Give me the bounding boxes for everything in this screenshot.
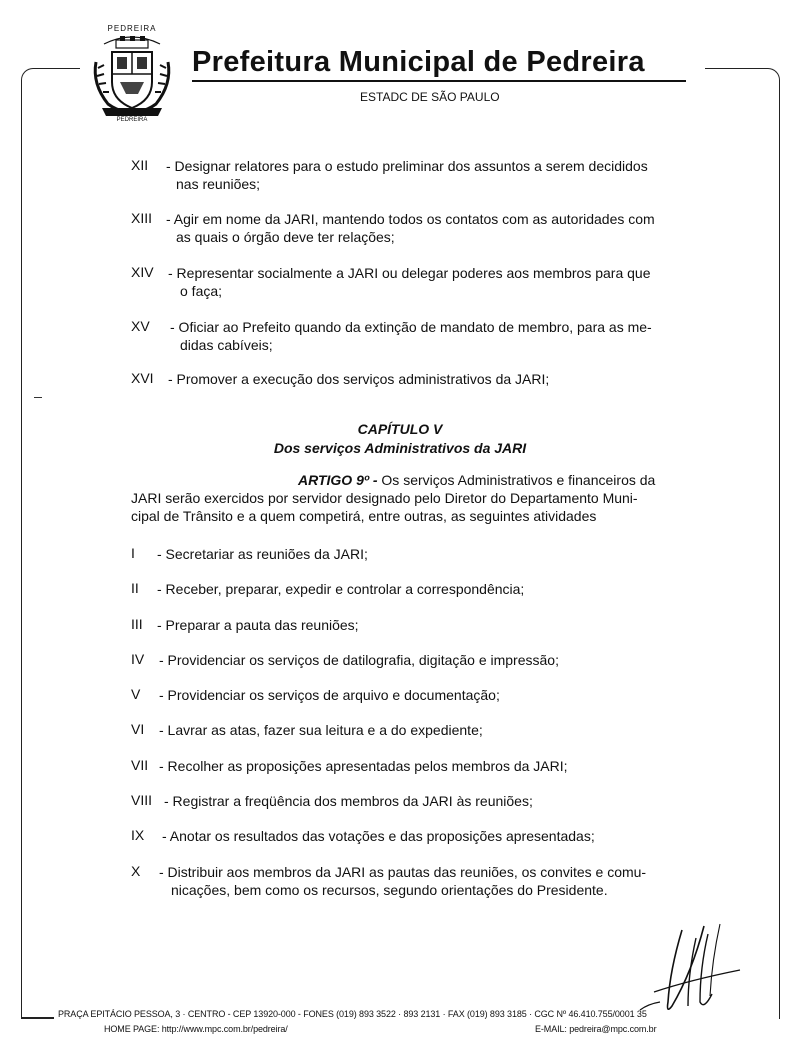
footer-address: PRAÇA EPITÁCIO PESSOA, 3 · CENTRO - CEP 13920-000 - FONES (019) 893 3522 · 893 2131 · FAX (019) 893 3185 · CGC Nº 46.410.755/0001 35 (58, 1009, 647, 1019)
item-number: IV (131, 651, 145, 667)
article-paragraph (131, 471, 711, 525)
list-item: - Secretariar as reuniões da JARI; (157, 546, 368, 562)
footer-rule (22, 1017, 54, 1019)
article-line (131, 471, 711, 489)
item-number: XIII (131, 210, 153, 226)
list-item: - Providenciar os serviços de datilografia, digitação e impressão; (159, 652, 559, 668)
list-item (166, 210, 655, 246)
chapter-subtitle: Dos serviços Administrativos da JARI (273, 440, 527, 456)
item-line: o faça; (180, 283, 223, 299)
article-line: JARI serão exercidos por servidor designado pelo Diretor do Departamento Muni- (131, 490, 638, 506)
state-subtitle: ESTADC DE SÃO PAULO (360, 90, 500, 104)
list-item (166, 157, 648, 193)
coat-of-arms-logo (86, 22, 178, 132)
item-number: XII (131, 157, 149, 173)
item-number: VI (131, 721, 145, 737)
list-item: - Receber, preparar, expedir e controlar a correspondência; (157, 581, 525, 597)
item-line: nicações, bem como os recursos, segundo orientações do Presidente. (171, 882, 608, 898)
item-line: - Promover a execução dos serviços administrativos da JARI; (168, 371, 550, 387)
item-line: - Designar relatores para o estudo preliminar dos assuntos a serem decididos (166, 158, 648, 174)
list-item: - Providenciar os serviços de arquivo e documentação; (159, 687, 500, 703)
item-number: V (131, 686, 141, 702)
crest-bottom-text: PEDREIRA (116, 117, 148, 123)
list-item (170, 318, 652, 354)
title-underline (192, 80, 686, 82)
item-number: XIV (131, 264, 154, 280)
item-line: - Distribuir aos membros da JARI as pautas das reuniões, os convites e comu- (159, 864, 647, 880)
municipality-title: Prefeitura Municipal de Pedreira (192, 46, 645, 78)
list-item: - Recolher as proposições apresentadas pelos membros da JARI; (159, 758, 568, 774)
item-line: - Agir em nome da JARI, mantendo todos os contatos com as autoridades com (166, 211, 655, 227)
list-item (159, 863, 646, 899)
footer-email: E-MAIL: pedreira@mpc.com.br (535, 1024, 657, 1034)
item-line: - Oficiar ao Prefeito quando da extinção de mandato de membro, para as me- (170, 319, 652, 335)
list-item: - Lavrar as atas, fazer sua leitura e a do expediente; (159, 722, 483, 738)
item-number: II (131, 580, 139, 596)
item-number: X (131, 863, 141, 879)
list-item: - Anotar os resultados das votações e das proposições apresentadas; (162, 828, 595, 844)
item-number: VIII (131, 792, 153, 808)
margin-mark (34, 397, 42, 398)
item-number: VII (131, 757, 149, 773)
list-item: - Registrar a freqüência dos membros da JARI às reuniões; (164, 793, 533, 809)
article-number: ARTIGO 9º - (298, 472, 378, 488)
article-line: cipal de Trânsito e a quem competirá, entre outras, as seguintes atividades (131, 508, 597, 524)
item-line: - Representar socialmente a JARI ou delegar poderes aos membros para que (168, 265, 651, 281)
item-line: as quais o órgão deve ter relações; (176, 229, 395, 245)
chapter-title: CAPÍTULO V (357, 421, 443, 437)
item-number: XVI (131, 370, 154, 386)
item-number: I (131, 545, 135, 561)
list-item: - Preparar a pauta das reuniões; (157, 617, 359, 633)
item-line: didas cabíveis; (180, 337, 273, 353)
item-number: III (131, 616, 143, 632)
list-item (168, 370, 549, 388)
item-number: XV (131, 318, 150, 334)
article-text: Os serviços Administrativos e financeiros da (381, 472, 656, 488)
list-item (168, 264, 650, 300)
footer-homepage: HOME PAGE: http://www.mpc.com.br/pedreira/ (104, 1024, 288, 1034)
item-number: IX (131, 827, 145, 843)
crest-top-text: PEDREIRA (107, 24, 157, 33)
item-line: nas reuniões; (176, 176, 261, 192)
